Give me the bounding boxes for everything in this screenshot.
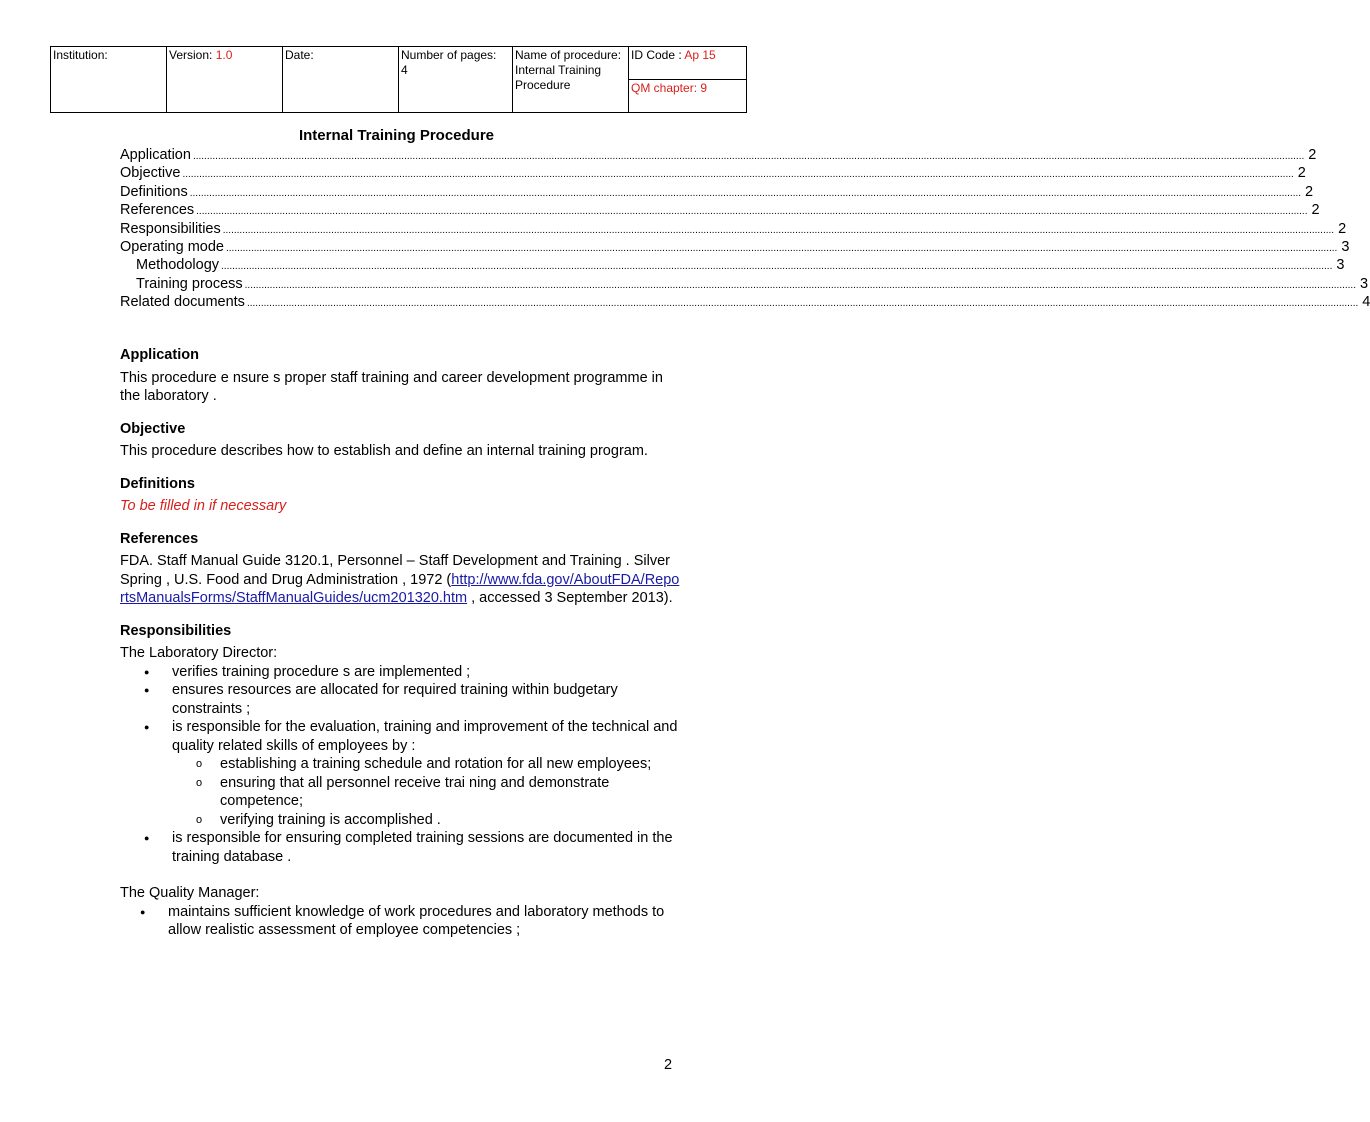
version-label: Version:	[169, 48, 213, 62]
toc-entry-page: 2	[1305, 183, 1314, 200]
definitions-section	[120, 475, 680, 516]
list-item: ● maintains sufficient knowledge of work procedures and laboratory methods to allow realistic assessment of employee competencies ;	[148, 903, 680, 940]
sub-list-item: o verifying training is accomplished .	[220, 811, 680, 830]
toc-leader-dots: ................................................................................................................................................................................................................................................................................................................................................................................................................	[192, 151, 1305, 162]
version-cell	[167, 47, 283, 113]
date-cell	[283, 47, 399, 113]
pages-cell	[399, 47, 513, 113]
sub-list-item: o ensuring that all personnel receive trai ning and demonstrate competence;	[220, 774, 680, 811]
date-label: Date:	[285, 48, 314, 62]
id-code-cell	[629, 47, 747, 80]
pages-value: 4	[401, 63, 408, 77]
sub-list-item: o establishing a training schedule and rotation for all new employees;	[220, 755, 680, 774]
toc-entry-label: Responsibilities	[120, 220, 221, 237]
toc-leader-dots: ................................................................................................................................................................................................................................................................................................................................................................................................................	[182, 169, 1294, 181]
toc-entry	[120, 220, 1347, 239]
pages-label: Number of pages:	[401, 48, 497, 62]
institution-cell	[51, 47, 167, 113]
toc-leader-dots: ................................................................................................................................................................................................................................................................................................................................................................................................................	[246, 298, 1359, 310]
fda-reference-link[interactable]: http://www.fda.gov/AboutFDA/ReportsManualsForms/StaffManualGuides/ucm201320.htm	[120, 571, 680, 606]
toc-entry	[120, 294, 1370, 312]
toc-entry	[120, 275, 1369, 294]
definitions-text: To be filled in if necessary	[120, 498, 287, 514]
version-value: 1.0	[215, 48, 233, 62]
toc-entry-page: 2	[1308, 147, 1317, 163]
toc-leader-dots: ................................................................................................................................................................................................................................................................................................................................................................................................................	[225, 242, 1338, 254]
id-code-label: ID Code :	[631, 48, 682, 62]
toc-leader-dots: ................................................................................................................................................................................................................................................................................................................................................................................................................	[221, 261, 1333, 273]
definitions-heading: Definitions	[120, 475, 195, 492]
toc-entry-label: Definitions	[120, 183, 188, 200]
toc-entry-label: Application	[120, 147, 191, 163]
document-title: Internal Training Procedure	[298, 127, 495, 144]
header-table	[50, 46, 747, 113]
institution-label: Institution:	[53, 48, 108, 62]
procedure-cell	[513, 47, 629, 113]
references-section	[120, 530, 680, 608]
references-heading: References	[120, 530, 199, 547]
toc-entry-label: Related documents	[120, 294, 245, 311]
toc-entry-label: References	[120, 202, 195, 219]
toc-entry-label: Operating mode	[120, 238, 224, 255]
table-of-contents	[120, 147, 1370, 313]
toc-entry	[120, 238, 1350, 257]
procedure-label: Name of procedure:	[515, 48, 622, 62]
id-code-value: Ap 15	[684, 48, 716, 62]
toc-entry-page: 4	[1362, 294, 1370, 311]
list-item: ● verifies training procedure s are implemented ;	[152, 663, 680, 682]
toc-entry-page: 3	[1341, 238, 1350, 255]
toc-entry-page: 2	[1311, 202, 1320, 219]
procedure-value: Internal Training Procedure	[515, 63, 602, 92]
application-heading: Application	[120, 347, 199, 363]
toc-entry-page: 3	[1359, 275, 1369, 292]
toc-entry	[120, 257, 1345, 275]
document-body	[120, 346, 680, 954]
list-item	[152, 718, 680, 829]
application-section	[120, 346, 680, 406]
references-text-before: FDA. Staff Manual Guide 3120.1, Personnel – Staff Development and Training . Silver Spring , U.S. Food and Drug Administration , 1972 (	[120, 553, 670, 588]
toc-leader-dots: ................................................................................................................................................................................................................................................................................................................................................................................................................	[244, 279, 1356, 291]
quality-manager-list	[120, 903, 680, 940]
references-text	[120, 552, 680, 608]
qm-chapter-cell	[629, 80, 747, 113]
toc-leader-dots: ................................................................................................................................................................................................................................................................................................................................................................................................................	[222, 224, 1335, 236]
toc-entry-label: Training process	[136, 275, 243, 292]
director-sublist	[172, 755, 680, 829]
toc-entry-label: Methodology	[136, 257, 220, 274]
director-list	[120, 663, 680, 867]
toc-entry	[120, 183, 1314, 202]
responsibilities-heading: Responsibilities	[120, 622, 232, 639]
objective-heading: Objective	[120, 420, 186, 437]
references-text-after: , accessed 3 September 2013).	[467, 590, 673, 606]
quality-manager-intro: The Quality Manager:	[120, 885, 260, 901]
objective-text: This procedure describes how to establish and define an internal training program.	[120, 443, 648, 459]
page-number: 2	[664, 1057, 673, 1073]
toc-entry-label: Objective	[120, 165, 181, 182]
list-item: ● ensures resources are allocated for required training within budgetary constraints ;	[152, 681, 680, 718]
toc-entry-page: 3	[1336, 257, 1345, 274]
director-intro: The Laboratory Director:	[120, 645, 278, 661]
responsibilities-section	[120, 622, 680, 940]
toc-leader-dots: ................................................................................................................................................................................................................................................................................................................................................................................................................	[196, 206, 1308, 218]
toc-entry	[120, 147, 1317, 165]
objective-section	[120, 420, 680, 461]
toc-entry	[120, 202, 1320, 220]
toc-entry-page: 2	[1297, 165, 1306, 182]
qm-chapter-label: QM chapter: 9	[631, 81, 708, 95]
list-item-text: is responsible for the evaluation, training and improvement of the technical and quality related skills of employees by :	[172, 719, 678, 754]
list-item: ● is responsible for ensuring completed training sessions are documented in the training database .	[152, 829, 680, 866]
toc-entry-page: 2	[1338, 220, 1347, 237]
application-text: This procedure e nsure s proper staff training and career development programme in the laboratory .	[120, 369, 663, 404]
toc-entry	[120, 165, 1306, 183]
toc-leader-dots: ................................................................................................................................................................................................................................................................................................................................................................................................................	[189, 187, 1302, 199]
